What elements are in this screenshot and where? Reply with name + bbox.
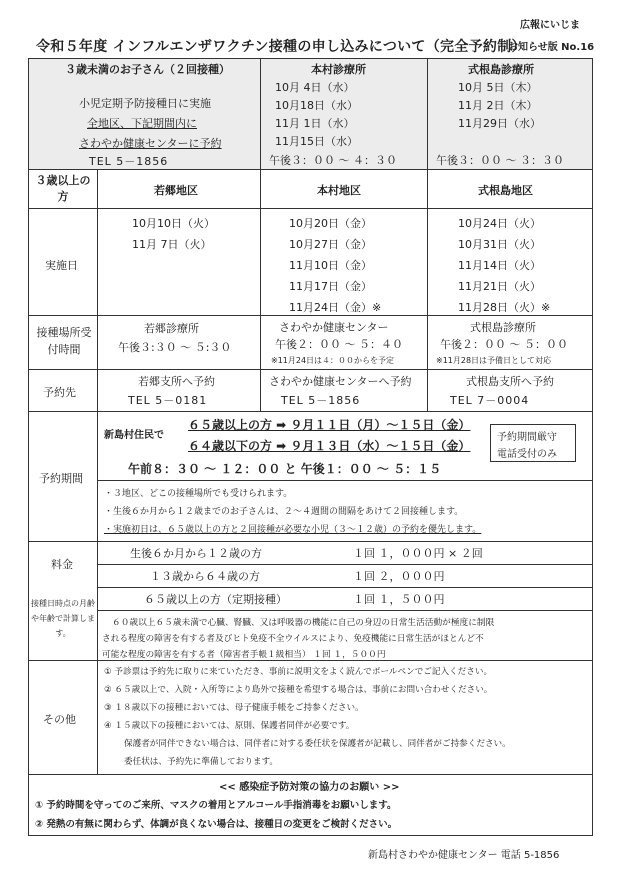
wakago-date: 10月10日（火）	[132, 217, 215, 230]
shikinejima-date: 11月 2日（木）	[458, 99, 538, 112]
fee-special-note: ６０歳以上６５歳未満で心臓、腎臓、又は呼吸器の機能に自己の身辺の日常生活活動が極度に制限	[112, 618, 495, 628]
honmura-adult-date: 10月27日（金）	[289, 238, 372, 251]
children-shikinejima-cell	[427, 58, 593, 170]
honmura-date: 11月 1日（水）	[275, 117, 355, 130]
infection-item: ① 予約時間を守ってのご来所、マスクの着用とアルコール手指消毒をお願いします。	[35, 800, 397, 811]
honmura-tel: TEL 5－1856	[281, 394, 361, 407]
honmura-note: ※11月24日は４：００からを予定	[271, 356, 395, 365]
shikinejima-adult-date: 11月28日（火）※	[458, 301, 551, 314]
infection-item: ② 発熱の有無に関わらず、体調が良くない場合は、接種日の変更をご検討ください。	[35, 819, 398, 830]
honmura-clinic-title: 本村診療所	[311, 63, 366, 76]
col-honmura-label: 本村地区	[317, 184, 361, 197]
other-item: 委任状は、予約先に準備しております。	[124, 757, 279, 767]
period-label-cell	[28, 411, 98, 542]
fees-sub-label: 接種日時点の月齢や年齢で計算します。	[31, 599, 95, 638]
honmura-date: 10月 4日（水）	[275, 81, 355, 94]
col-shikinejima-label: 式根島地区	[478, 184, 533, 197]
shikinejima-clinic-title: 式根島診療所	[468, 63, 534, 76]
wakago-reserve-cell	[97, 369, 261, 412]
other-item: ④ １５歳以下の接種においては、原則、保護者同伴が必要です。	[104, 721, 355, 731]
honmura-adult-date: 11月10日（金）	[289, 259, 372, 272]
page-title: 令和５年度 インフルエンザワクチン接種の申し込みについて（完全予約制）	[36, 39, 526, 55]
reserve-label: 予約先	[43, 386, 76, 399]
period-divider	[98, 480, 592, 481]
publication-name: 広報にいじま	[520, 20, 580, 31]
shikinejima-place-cell	[427, 315, 593, 370]
honmura-place: さわやか健康センター	[279, 321, 389, 334]
period-over65: ６５歳以上の方 ➡ ９月１１日（月）～１５日（金）	[188, 418, 471, 432]
footer-contact: 新島村さわやか健康センター 電話 5-1856	[368, 850, 560, 861]
dates-label-cell	[28, 208, 98, 316]
shikinejima-date: 10月 5日（木）	[458, 81, 538, 94]
children-line: 小児定期予防接種日に実施	[79, 97, 211, 110]
fees-label: 料金	[51, 558, 73, 571]
children-line: 全地区、下記期間内に	[87, 117, 197, 130]
children-tel: TEL 5－1856	[89, 155, 169, 168]
period-residents: 新島村住民で	[104, 430, 164, 441]
children-info-cell	[28, 58, 261, 170]
wakago-time: 午後３:３０ ～ ５:３０	[118, 341, 232, 354]
infection-box	[28, 774, 593, 836]
wakago-tel: TEL 5－0181	[128, 394, 208, 407]
fee-divider	[98, 610, 592, 611]
shikinejima-note: ※11月28日は予備日として対応	[436, 356, 552, 365]
other-item: ① 予診票は予約先に取りに来ていただき、事前に説明文をよく読んでボールペンでご記入ください。	[104, 667, 493, 677]
fee-row-who: ６５歳以上の方（定期接種）	[144, 593, 287, 606]
shikinejima-place: 式根島診療所	[470, 321, 536, 334]
adult-label-cell	[28, 169, 98, 209]
col-wakago	[97, 169, 261, 209]
honmura-reserve: さわやか健康センターへ予約	[269, 375, 412, 388]
honmura-place-cell	[260, 315, 428, 370]
wakago-place: 若郷診療所	[144, 322, 199, 335]
period-under64: ６４歳以下の方 ➡ ９月１３日（水）～１５日（金）	[188, 439, 471, 453]
shikinejima-tel: TEL 7－0004	[450, 394, 530, 407]
period-label: 予約期間	[39, 472, 83, 485]
fee-row-amount: １回 ２，０００円	[353, 570, 445, 583]
dates-label: 実施日	[45, 259, 78, 272]
fee-row-who: １３歳から６４歳の方	[150, 570, 260, 583]
shikinejima-dates-cell	[427, 208, 593, 316]
strict-notice-line: 電話受付のみ	[497, 449, 557, 460]
honmura-time: 午後３：００ ～ ４：３０	[269, 154, 397, 167]
children-line: さわやか健康センターに予約	[79, 137, 222, 150]
wakago-dates-cell	[97, 208, 261, 316]
fee-row-who: 生後６か月から１２歳の方	[130, 547, 262, 560]
shikinejima-adult-date: 11月21日（火）	[458, 280, 541, 293]
period-note: ・生後６か月から１２歳までのお子さんは、２～４週間の間隔をあけて２回接種します。	[104, 507, 464, 517]
wakago-reserve: 若郷支所へ予約	[138, 375, 215, 388]
fee-special-note: される程度の障害を有する者及びヒト免疫不全ウイルスにより、免疫機能に日常生活がほとんど不	[102, 634, 484, 644]
edition-label: お知らせ版 No.16	[508, 42, 595, 53]
honmura-dates-cell	[260, 208, 428, 316]
wakago-date: 11月 7日（火）	[132, 238, 212, 251]
other-content-cell	[97, 660, 593, 775]
honmura-adult-date: 11月17日（金）	[289, 280, 372, 293]
col-honmura	[260, 169, 428, 209]
fee-divider	[98, 587, 592, 588]
fee-special-note: 可能な程度の障害を有する者（障害者手帳１級相当） １回 １，５００円	[102, 650, 386, 660]
shikinejima-reserve-cell	[427, 369, 593, 412]
children-honmura-cell	[260, 58, 428, 170]
period-note: ・３地区、どこの接種場所でも受けられます。	[104, 489, 293, 499]
reserve-label-cell	[28, 369, 98, 412]
shikinejima-date: 11月29日（水）	[458, 117, 541, 130]
fee-row-amount: １回 １，０００円 × ２回	[353, 547, 483, 560]
shikinejima-adult-time: 午後２：００ ～ ５：００	[440, 338, 568, 351]
other-item: 保護者が同伴できない場合は、同伴者に対する委任状を保護者が記載し、同伴者がご持参ください。	[124, 739, 511, 749]
adult-label: ３歳以上の方	[35, 174, 91, 203]
honmura-adult-time: 午後２：００ ～ ５：４０	[275, 338, 403, 351]
other-label-cell	[28, 660, 98, 775]
fee-row-amount: １回 １，５００円	[353, 593, 445, 606]
fees-content-cell	[97, 541, 593, 661]
honmura-adult-date: 11月24日（金）※	[289, 301, 382, 314]
col-wakago-label: 若郷地区	[154, 184, 198, 197]
period-hours: 午前８：３０ ～ １２：００ と 午後１：００ ～ ５：１５	[128, 462, 442, 476]
strict-notice-box	[490, 424, 576, 462]
honmura-reserve-cell	[260, 369, 428, 412]
period-note-priority: ・実施初日は、６５歳以上の方と２回接種が必要な小児（３～１２歳）の予約を優先します。	[104, 525, 482, 535]
wakago-place-cell	[97, 315, 261, 370]
other-item: ③ １８歳以下の接種においては、母子健康手帳をご持参ください。	[104, 703, 364, 713]
shikinejima-adult-date: 11月14日（火）	[458, 259, 541, 272]
shikinejima-adult-date: 10月24日（火）	[458, 217, 541, 230]
strict-notice-line: 予約期間厳守	[497, 432, 557, 443]
fee-divider	[98, 564, 592, 565]
other-item: ② ６５歳以上で、入院・入所等により島外で接種を希望する場合は、事前にお問い合わせください。	[104, 685, 493, 695]
period-content-cell	[97, 411, 593, 542]
infection-title: << 感染症予防対策の協力のお願い >>	[219, 782, 400, 793]
place-label-cell	[28, 315, 98, 370]
other-label: その他	[43, 713, 76, 726]
honmura-date: 10月18日（水）	[275, 99, 358, 112]
col-shikinejima	[427, 169, 593, 209]
shikinejima-reserve: 式根島支所へ予約	[466, 375, 554, 388]
shikinejima-time: 午後３：００ ～ ３：３０	[436, 154, 564, 167]
fees-label-cell	[28, 541, 98, 661]
place-label: 接種場所受付時間	[36, 326, 92, 356]
children-heading: ３歳未満のお子さん（２回接種）	[65, 63, 230, 76]
honmura-date: 11月15日（水）	[275, 135, 358, 148]
honmura-adult-date: 10月20日（金）	[289, 217, 372, 230]
shikinejima-adult-date: 10月31日（火）	[458, 238, 541, 251]
